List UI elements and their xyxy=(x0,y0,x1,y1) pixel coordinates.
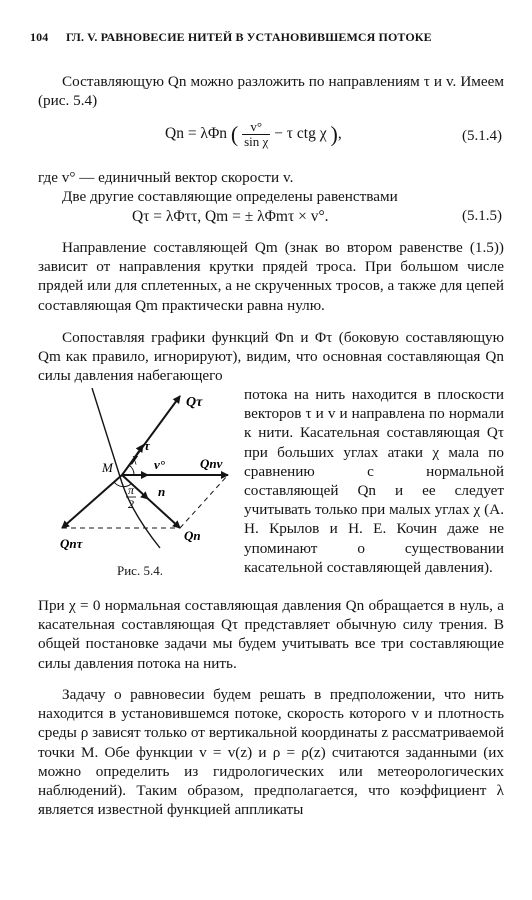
label-tau: τ xyxy=(144,438,150,453)
dashed-edge-2 xyxy=(180,475,228,528)
label-v0: v° xyxy=(154,457,165,472)
chapter-title: ГЛ. V. РАВНОВЕСИЕ НИТЕЙ В УСТАНОВИВШЕМСЯ ПОТОКЕ xyxy=(66,30,432,44)
eq1-rhs: − τ ctg χ xyxy=(274,125,327,143)
eq1-number: (5.1.4) xyxy=(462,128,502,144)
label-M: M xyxy=(102,460,113,475)
figure-caption: Рис. 5.4. xyxy=(117,563,163,578)
label-q-ntau: Qnτ xyxy=(60,536,83,551)
eq1-lhs: Qn = λΦn xyxy=(165,125,228,143)
eq1-frac-num: v° xyxy=(242,120,270,135)
paragraph-6: При χ = 0 нормальная составляющая давления Qn обращается в нуль, а касательная составляющая Qτ представляет обычную силу трения. В общей постановке задачи мы будем учитывать все три составляющие силы давления потока на нить. xyxy=(38,597,504,672)
label-q-tau: Qτ xyxy=(186,395,203,410)
label-chi: χ xyxy=(132,450,138,465)
paragraph-4: Направление составляющей Qm (знак во втором равенстве (1.5)) зависит от направления крутки прядей троса. При большом числе прядей или для сплетенных, а не скрученных тросов, а также для цепей составляющая Qm практически равна нулю. xyxy=(38,239,504,314)
eq2-number: (5.1.5) xyxy=(462,208,502,224)
label-pi-den: 2 xyxy=(128,497,134,511)
paragraph-5: Сопоставляя графики функций Φn и Φτ (боковую составляющую Qm как правило, игнорируют), видим, что основная составляющая Qn силы давления набегающего xyxy=(38,329,504,385)
label-q-n: Qn xyxy=(184,528,201,543)
figure-5-4 xyxy=(40,388,240,588)
page-header xyxy=(30,30,508,48)
paragraph-1: Составляющую Qn можно разложить по направлениям τ и v. Имеем (рис. 5.4) xyxy=(38,73,504,110)
label-q-nv: Qnv xyxy=(200,456,223,471)
n-vector xyxy=(122,475,148,499)
label-pi-num: π xyxy=(128,483,135,497)
label-n: n xyxy=(158,484,166,499)
eq1-fraction xyxy=(242,120,270,149)
paragraph-7: Задачу о равновесии будем решать в предположении, что нить находится в установившемся потоке, скорость которого v и плотность среды ρ зависят только от вертикальной координаты z рассматриваемой точки M. Обе функции v = v(z) и ρ = ρ(z) считаются заданными (их можно определить из гидрологических или метеорологических наблюдений). Таким образом, предполагается, что коэффициент λ является известной функцией аппликаты xyxy=(38,686,504,819)
paragraph-3: Две другие составляющие определены равенствами xyxy=(62,188,398,205)
force-diagram xyxy=(40,388,240,588)
wrapped-text-beside-figure: потока на нить находится в плоскости векторов τ и v и направлена по нормали к нити. Касательная составляющая Qτ при больших углах атаки χ мала по сравнению с нормальной составляющей Qn и ее следует учитывать только при малых углах χ (А. Н. Крылов и Н. Е. Кочин даже не упоминают о существовании касательной составляющей давления). xyxy=(244,386,504,576)
paragraph-2: где v° — единичный вектор скорости v. xyxy=(38,169,294,186)
eq1-frac-den: sin χ xyxy=(244,134,269,149)
page-number: 104 xyxy=(30,30,49,44)
chi-arc xyxy=(129,465,134,475)
equation-5-1-4: Qn = λΦn ( $\frac{v^\circ}{\text{sin χ}}$ − τ ctg χ ), xyxy=(165,119,342,149)
q-ntau-vector xyxy=(62,475,122,528)
equation-5-1-5: Qτ = λΦττ, Qm = ± λΦmτ × v°. xyxy=(132,208,329,225)
